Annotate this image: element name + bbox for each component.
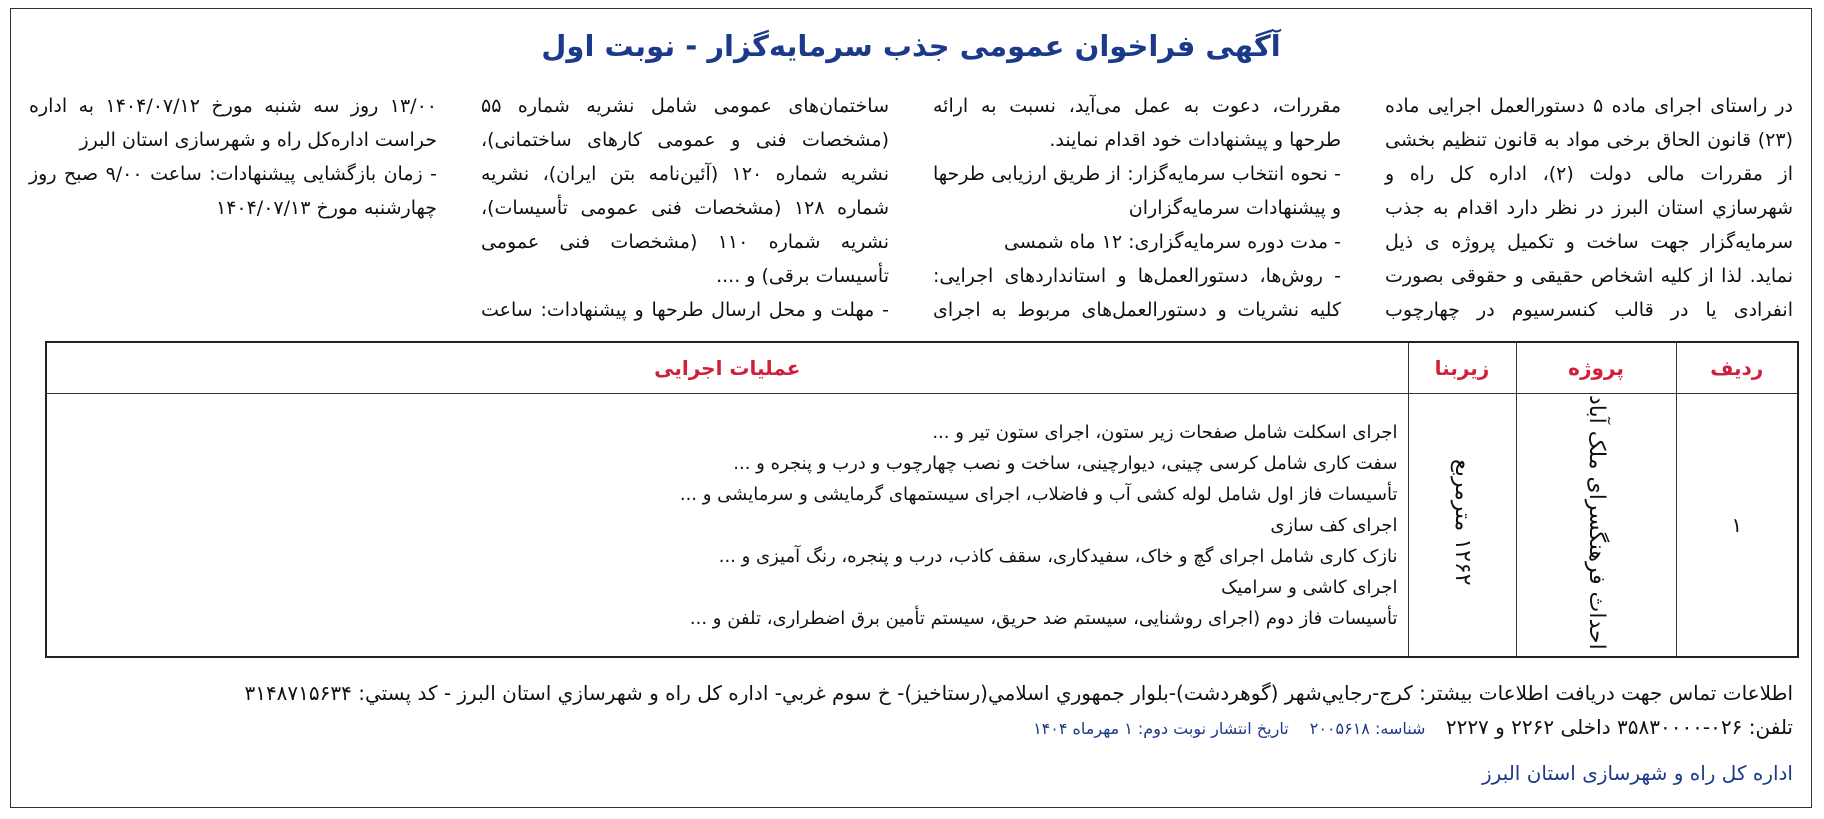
intro-text	[29, 89, 1793, 329]
publish-meta	[1017, 719, 1425, 738]
project-name: احداث فرهنگسرای ملک آباد	[1584, 395, 1609, 650]
contact-info	[29, 676, 1793, 746]
operation-item: سفت کاری شامل کرسی چینی، دیوارچینی، ساخت و نصب چهارچوب و درب و پنجره و ...	[733, 453, 1398, 475]
table-row	[46, 394, 1798, 657]
contact-phone: تلفن: ۰۲۶-۳۵۸۳۰۰۰۰ داخلی ۲۲۶۲ و ۲۲۲۷	[1445, 715, 1793, 739]
operation-item: تأسیسات فاز اول شامل لوله کشی آب و فاضلاب، اجرای سیستمهای گرمایشی و سرمایشی و ...	[679, 484, 1398, 506]
operation-item: اجرای کاشی و سرامیک	[1221, 577, 1398, 599]
header-area: زیربنا	[1408, 342, 1516, 394]
operation-item: تأسیسات فاز دوم (اجرای روشنایی، سیستم ضد حریق، سیستم تأمین برق اضطراری، تلفن و ...	[689, 608, 1398, 630]
publish-date: تاریخ انتشار نوبت دوم: ۱ مهرماه ۱۴۰۴	[1033, 719, 1289, 738]
row-project	[1516, 394, 1676, 657]
header-radif: ردیف	[1676, 342, 1798, 394]
table-header-row	[46, 342, 1798, 394]
contact-phone-line	[29, 710, 1793, 746]
announcement-frame	[10, 8, 1812, 808]
row-operations	[46, 394, 1408, 657]
intro-paragraph: در راستای اجرای ماده ۵ دستورالعمل اجرایی ماده (۲۳) قانون الحاق برخی مواد به قانون تنظیم بخشی از مقررات مالی دولت (۲)، اداره کل راه و شهرسازي استان البرز در نظر دارد اقدام به جذب سرمایه‌گزار جهت ساخت و تکمیل پروژه ی ذیل نماید. لذا از کلیه اشخاص حقیقی و حقوقی بصورت انفرادی یا در قالب کنسرسیوم در چهارچوب مقررات، دعوت به عمل می‌آید، نسبت به ارائه طرحها و پیشنهادات خود اقدام نمایند.	[933, 95, 1794, 321]
shenaseh: شناسه: ۲۰۰۵۶۱۸	[1309, 719, 1426, 738]
operation-item: اجرای کف سازی	[1270, 515, 1398, 537]
row-area	[1408, 394, 1516, 657]
contact-address: اطلاعات تماس جهت دریافت اطلاعات بیشتر: کرج-رجايي‌شهر (گوهردشت)-بلوار جمهوري اسلامي(رستاخيز)- خ سوم غربي- اداره كل راه و شهرسازي استان البرز - كد پستي: ۳۱۴۸۷۱۵۶۳۴	[244, 681, 1793, 705]
office-signature: اداره کل راه و شهرسازی استان البرز	[1481, 761, 1793, 785]
investment-period: - مدت دوره سرمایه‌گزاری: ۱۲ ماه شمسی	[1003, 231, 1341, 253]
submission-deadline: - مهلت و محل ارسال طرحها و پیشنهادات: ساعت ۱۳/۰۰ روز سه شنبه مورخ ۱۴۰۴/۰۷/۱۲ به اداره حراست اداره‌کل راه و شهرسازی استان البرز	[29, 95, 889, 321]
operation-item: نازک کاری شامل اجرای گچ و خاک، سفیدکاری، سقف کاذب، درب و پنجره، رنگ آمیزی و ...	[718, 546, 1398, 568]
area-value: ۱۲۶۲ مترمربع	[1450, 459, 1475, 586]
header-operations: عملیات اجرایی	[46, 342, 1408, 394]
investor-selection-method: - نحوه انتخاب سرمایه‌گزار: از طریق ارزیابی طرحها و پیشنهادات سرمایه‌گزاران	[933, 163, 1341, 219]
works-table	[45, 341, 1799, 658]
row-radif: ۱	[1676, 394, 1798, 657]
opening-time: - زمان بازگشایی پیشنهادات: ساعت ۹/۰۰ صبح روز چهارشنبه مورخ ۱۴۰۴/۰۷/۱۳	[29, 163, 437, 219]
operation-item: اجرای اسکلت شامل صفحات زیر ستون، اجرای ستون تیر و ...	[932, 422, 1398, 444]
announcement-title: آگهی فراخوان عمومی جذب سرمایه‌گزار - نوبت اول	[541, 29, 1281, 63]
standards-methods: - روش‌ها، دستورالعمل‌ها و استانداردهای اجرایی: کلیه نشریات و دستورالعمل‌های مربوط به اجرای ساختمان‌های عمومی شامل نشریه شماره ۵۵ (مشخصات فنی و عمومی کارهای ساختمانی)، نشریه شماره ۱۲۰ (آئین‌نامه بتن ایران)، نشریه شماره ۱۲۸ (مشخصات فنی عمومی تأسیسات)، نشریه شماره ۱۱۰ (مشخصات فنی عمومی تأسیسات برقی) و ....	[481, 95, 1341, 321]
header-project: پروژه	[1516, 342, 1676, 394]
